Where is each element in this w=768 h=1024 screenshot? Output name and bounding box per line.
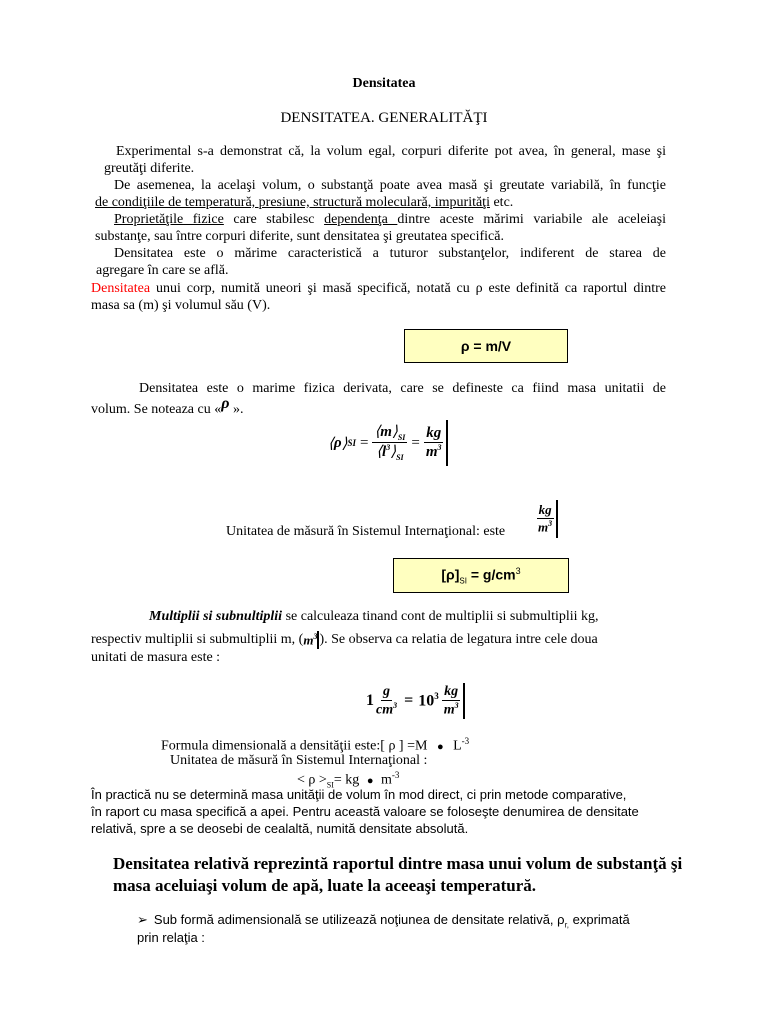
paragraph-10-line-1: În practică nu se determină masa unităţii de volum în mod direct, ci prin metode comparative, [91, 787, 627, 802]
si-frac-den [536, 519, 554, 535]
p8-text-b: ). Se observa ca relatia de legatura intre cele doua [319, 632, 598, 647]
p8-m: m [303, 632, 314, 648]
si-frac [536, 503, 554, 535]
fb2-sub: SI [459, 576, 467, 586]
term-multiplii: Multiplii si subnultiplii [149, 609, 283, 624]
si-b: = kg [333, 772, 360, 788]
si-c: m [380, 772, 392, 788]
paragraph-5-line-2: masa sa (m) şi volumul său (V). [91, 298, 271, 313]
eq1-equals-2: = [411, 434, 420, 451]
eq2-kg: kg [442, 684, 460, 701]
equation-si-unit [328, 418, 448, 468]
dim-bullet: ● [436, 740, 444, 753]
fb2-b: = g/cm [466, 566, 516, 583]
paragraph-10-line-3: relativă, spre a se deosebi de cealaltă, numită densitate absolută. [91, 821, 469, 836]
paragraph-8-line-1 [149, 609, 599, 625]
link-dependenta[interactable]: dependenţa [324, 212, 398, 227]
eq1-den-sub: SI [396, 453, 404, 462]
dim-exp: -3 [461, 736, 470, 746]
paragraph-10-line-2: în raport cu masa specifică a apei. Pentru această valoare se foloseşte denumirea de densitate [91, 804, 639, 819]
si-frac-exp: 3 [548, 518, 553, 528]
section-subtitle: DENSITATEA. GENERALITĂŢI [280, 110, 488, 126]
paragraph-2-line-1: De asemenea, la acelaşi volum, o substanţă poate avea masă şi greutate variabilă, în funcţie [114, 178, 666, 193]
formula-box-density [404, 329, 568, 363]
paragraph-1-line-1: Experimental s-a demonstrat că, la volum egal, corpuri diferite pot avea, în general, mase şi [116, 144, 666, 159]
eq2-m-exp: 3 [454, 700, 459, 710]
si-frac-m: m [538, 519, 549, 535]
paragraph-11-line-1 [137, 912, 630, 930]
paragraph-6-line-1: Densitatea este o marime fizica derivata, care se defineste ca fiind masa unitatii de [139, 381, 666, 396]
formula-box-si [393, 558, 569, 593]
paragraph-6-line-2 [91, 395, 244, 418]
eq1-lhs: ⟨ [328, 435, 334, 452]
paragraph-3-line-1 [114, 212, 666, 228]
eq2-cm [374, 701, 399, 719]
eq2-cm-text: cm [376, 702, 394, 718]
eq1-den-l: l [382, 444, 387, 460]
page-title: Densitatea [352, 76, 416, 91]
dim-text-a: Formula dimensională a densităţii este:[ ρ ] =M [161, 738, 428, 754]
si-frac-bar [556, 500, 558, 538]
p6-text-b: ». [229, 402, 244, 417]
paragraph-5-line-1 [91, 281, 666, 297]
eq2-bar [463, 683, 465, 719]
rho-symbol: ρ [221, 395, 230, 412]
arrow-bullet-icon: ➢ [137, 912, 148, 927]
formula-density-text: ρ = m/V [460, 338, 512, 354]
fb2-a: [ρ] [441, 566, 460, 583]
paragraph-7: Unitatea de măsură în Sistemul Internaţional: este [226, 524, 506, 539]
p11-text-b: exprimată [569, 912, 630, 927]
p6-text-a: volum. Se noteaza cu « [91, 402, 222, 417]
p3-text1: care stabilesc [223, 212, 325, 227]
eq2-gcm [374, 684, 399, 719]
p3-text2: dintre aceste mărimi variabile ale aceleiaşi [397, 212, 666, 227]
si-exp: -3 [391, 770, 400, 780]
eq2-g: g [381, 684, 392, 701]
eq1-num: $⟨m⟩_{SI}$ [374, 423, 406, 442]
p8-m-unit [303, 632, 317, 648]
equation-conversion [366, 680, 465, 722]
dimensional-formula [161, 736, 469, 755]
eq1-rangle: ⟩ [341, 435, 348, 452]
eq1-unit-m: m [425, 444, 438, 460]
paragraph-1-line-2: greutăţi diferite. [104, 161, 195, 176]
link-proprietati[interactable]: Proprietăţile fizice [114, 212, 224, 227]
eq2-m-text: m [443, 702, 455, 718]
p11-text-a: Sub formă adimensională se utilizează noţiunea de densitate relativă, ρ [153, 912, 565, 927]
p8-text-a: respectiv multiplii si submultiplii m, ( [91, 632, 304, 647]
p11-sub: r, [564, 920, 570, 930]
eq1-den-exp: 3 [386, 443, 391, 452]
eq1-unit-num: kg [424, 425, 443, 443]
dim-text-b: L [453, 738, 462, 754]
eq2-kgm [442, 684, 461, 719]
eq2-ten-text: 10 [418, 692, 435, 710]
eq1-unit-fraction [424, 425, 444, 462]
p8-exp: 3 [313, 631, 318, 641]
relative-density-heading-line-1: Densitatea relativă reprezintă raportul dintre masa unui volum de substanţă şi [113, 854, 683, 873]
paragraph-11-line-2: prin relaţia : [137, 930, 205, 945]
eq1-unit-exp: 3 [437, 443, 442, 452]
paragraph-4-line-1: Densitatea este o mărime caracteristică a tuturor substanţelor, indiferent de starea de [114, 246, 666, 261]
eq2-ten [418, 691, 439, 710]
eq1-sub: SI [347, 438, 356, 448]
eq1-rho: ρ [333, 434, 342, 451]
si-a: < ρ > [297, 772, 327, 788]
p8-rest: se calculeaza tinand cont de multiplii si submultiplii kg, [282, 609, 599, 624]
eq2-m [442, 701, 461, 719]
p5-rest: unui corp, numită uneori şi masă specifică, notată cu ρ este definită ca raportul dintre [150, 281, 666, 296]
si-sub: SI [326, 780, 334, 790]
si-bullet: ● [366, 774, 374, 787]
eq1-den: $⟨l^3⟩_{SI}$ [376, 443, 404, 462]
paragraph-4-line-2: agregare în care se află. [96, 263, 229, 278]
si-unit-fraction [536, 500, 558, 538]
formula-si-text [441, 566, 520, 585]
relative-density-heading-line-2: masa aceluiaşi volum de apă, luate la aceeaşi temperatură. [113, 876, 537, 895]
eq2-one: 1 [366, 692, 374, 709]
link-conditii[interactable]: de condiţiile de temperatură, presiune, structură moleculară, impurităţi [95, 195, 490, 210]
eq1-fraction [372, 424, 407, 462]
eq1-num-sub: SI [397, 432, 406, 442]
paragraph-3-line-2: substanţe, sau între corpuri diferite, sunt densitatea şi greutatea specifică. [95, 229, 504, 244]
eq2-equals: = [404, 692, 414, 709]
eq1-equals-1: = [359, 434, 369, 451]
si-frac-num: kg [538, 501, 552, 517]
paragraph-8-line-3: unitati de masura este : [91, 650, 221, 665]
paragraph-2-tail: etc. [489, 195, 514, 210]
eq1-unit-den [424, 443, 444, 461]
paragraph-2-line-2 [95, 195, 513, 211]
eq1-bar [446, 420, 448, 466]
eq2-cm-exp: 3 [393, 700, 398, 710]
fb2-sup: 3 [515, 565, 521, 576]
eq2-ten-exp: 3 [434, 691, 439, 702]
si-unit-line: Unitatea de măsură în Sistemul Internaţional : [170, 753, 428, 768]
term-densitatea: Densitatea [91, 281, 151, 296]
paragraph-8-line-2 [91, 631, 598, 649]
eq1-num-m: m [380, 423, 392, 440]
